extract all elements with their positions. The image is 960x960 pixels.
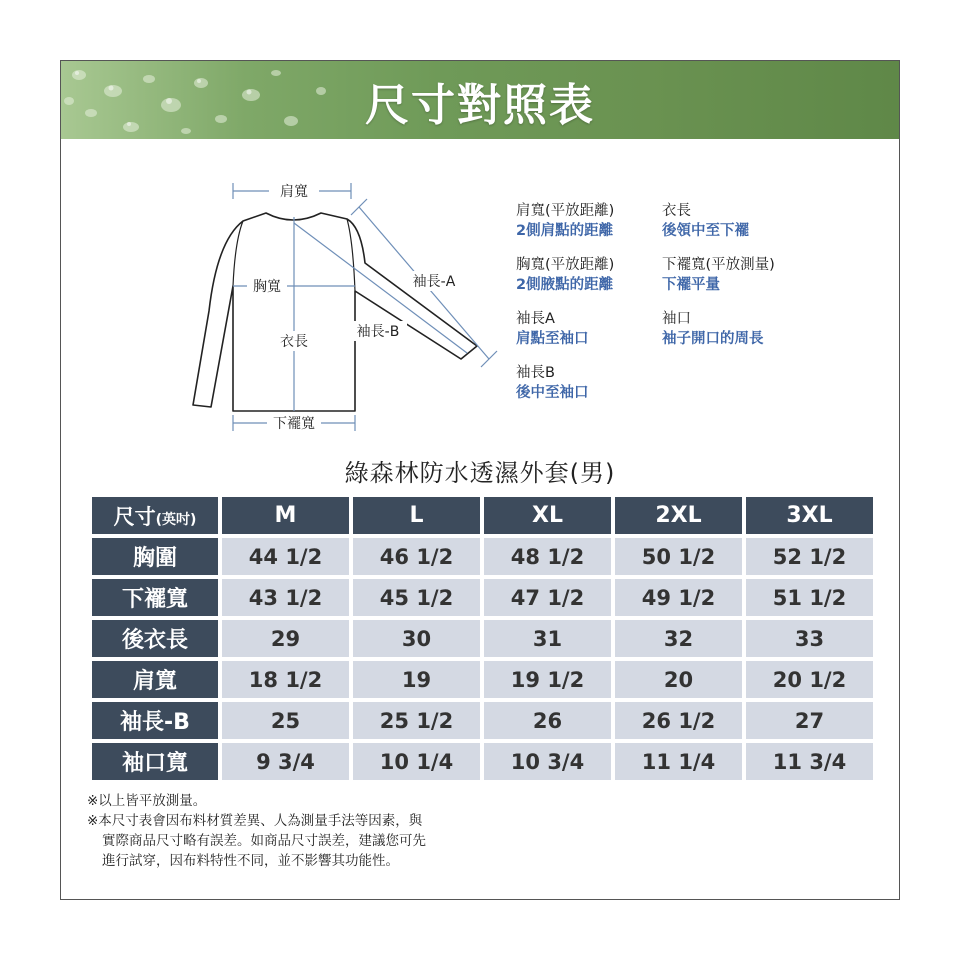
- table-row: [92, 579, 873, 616]
- size-chart-card: [60, 60, 900, 900]
- table-cell: 51 1/2: [746, 579, 873, 616]
- table-row: [92, 538, 873, 575]
- table-cell: 29: [222, 620, 349, 657]
- legend-item-sleeve-a: 袖長A 肩點至袖口: [516, 311, 589, 347]
- size-header-xl: XL: [484, 497, 611, 534]
- table-cell: 30: [353, 620, 480, 657]
- table-row: [92, 620, 873, 657]
- row-header: 後衣長: [92, 620, 218, 657]
- size-header-l: L: [353, 497, 480, 534]
- table-cell: 26 1/2: [615, 702, 742, 739]
- table-cell: 26: [484, 702, 611, 739]
- garment-diagram: [161, 171, 501, 431]
- table-cell: 9 3/4: [222, 743, 349, 780]
- table-cell: 25 1/2: [353, 702, 480, 739]
- row-header: 肩寬: [92, 661, 218, 698]
- table-cell: 48 1/2: [484, 538, 611, 575]
- table-cell: 46 1/2: [353, 538, 480, 575]
- notes: [87, 791, 426, 871]
- label-hem: 下襬寬: [273, 416, 315, 431]
- table-cell: 18 1/2: [222, 661, 349, 698]
- table-cell: 11 1/4: [615, 743, 742, 780]
- table-cell: 27: [746, 702, 873, 739]
- page-title: 尺寸對照表: [365, 80, 595, 131]
- table-cell: 10 3/4: [484, 743, 611, 780]
- table-cell: 43 1/2: [222, 579, 349, 616]
- table-cell: 50 1/2: [615, 538, 742, 575]
- note-line: 實際商品尺寸略有誤差。如商品尺寸誤差，建議您可先: [102, 833, 426, 849]
- label-sleeve-a: 袖長-A: [412, 274, 456, 290]
- table-cell: 19: [353, 661, 480, 698]
- row-header: 下襬寬: [92, 579, 218, 616]
- row-header: 袖口寬: [92, 743, 218, 780]
- corner-header: 尺寸(英吋): [92, 497, 218, 534]
- note-line: ※本尺寸表會因布料材質差異、人為測量手法等因素，與: [87, 813, 423, 829]
- label-length: 衣長: [280, 334, 308, 350]
- table-cell: 11 3/4: [746, 743, 873, 780]
- table-cell: 32: [615, 620, 742, 657]
- label-shoulder: 肩寬: [280, 184, 308, 200]
- table-cell: 45 1/2: [353, 579, 480, 616]
- note-line: ※以上皆平放測量。: [87, 793, 207, 809]
- table-header-row: [92, 497, 873, 534]
- label-sleeve-b: 袖長-B: [356, 324, 400, 340]
- title-banner: [61, 61, 899, 139]
- size-header-2xl: 2XL: [615, 497, 742, 534]
- legend-item-shoulder: 肩寬(平放距離) 2側肩點的距離: [516, 203, 615, 239]
- table-row: [92, 702, 873, 739]
- table-cell: 10 1/4: [353, 743, 480, 780]
- table-cell: 25: [222, 702, 349, 739]
- table-cell: 47 1/2: [484, 579, 611, 616]
- table-cell: 31: [484, 620, 611, 657]
- row-header: 袖長-B: [92, 702, 218, 739]
- legend-item-hem: 下襬寬(平放測量) 下襬平量: [662, 257, 775, 293]
- size-header-m: M: [222, 497, 349, 534]
- jacket-outline: [193, 213, 477, 411]
- legend-item-cuff: 袖口 袖子開口的周長: [662, 311, 764, 347]
- note-line: 進行試穿，因布料特性不同，並不影響其功能性。: [102, 853, 399, 869]
- table-cell: 44 1/2: [222, 538, 349, 575]
- table-cell: 33: [746, 620, 873, 657]
- legend-item-sleeve-b: 袖長B 後中至袖口: [516, 365, 589, 401]
- table-row: [92, 661, 873, 698]
- table-cell: 20: [615, 661, 742, 698]
- size-table: [88, 493, 877, 784]
- product-title: 綠森林防水透濕外套(男): [344, 459, 616, 487]
- table-cell: 19 1/2: [484, 661, 611, 698]
- legend-item-chest: 胸寬(平放距離) 2側腋點的距離: [516, 257, 615, 293]
- table-cell: 20 1/2: [746, 661, 873, 698]
- table-cell: 52 1/2: [746, 538, 873, 575]
- legend-item-length: 衣長 後領中至下襬: [662, 203, 749, 239]
- size-header-3xl: 3XL: [746, 497, 873, 534]
- table-row: [92, 743, 873, 780]
- label-chest: 胸寬: [253, 279, 281, 295]
- table-cell: 49 1/2: [615, 579, 742, 616]
- row-header: 胸圍: [92, 538, 218, 575]
